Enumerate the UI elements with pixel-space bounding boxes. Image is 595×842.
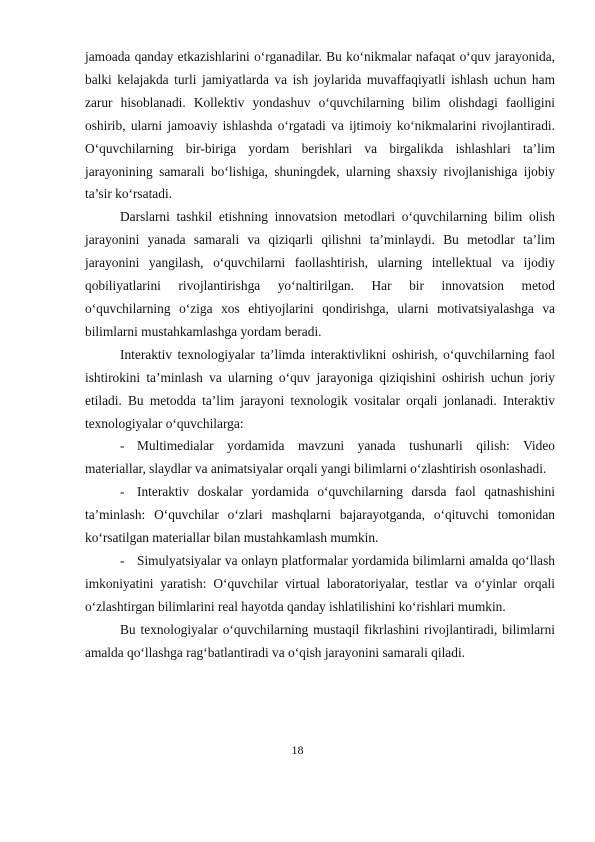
bullet-text: Interaktiv doskalar yordamida o‘quvchilarning darsda faol qatnashishini ta’minlash: O‘quvchilar o‘zlari mashqlarni bajarayotganda, o‘qituvchi tomonidan ko‘rsatilgan materiallar bilan mustahkamlash mumkin. bbox=[85, 484, 555, 546]
bullet-item-interactive-boards bbox=[85, 481, 555, 550]
page-number: 18 bbox=[291, 743, 304, 757]
bullet-text: Simulyatsiyalar va onlayn platformalar yordamida bilimlarni amalda qo‘llash imkoniyatini yaratish: O‘quvchilar virtual laboratoriyalar, testlar va o‘yinlar orqali o‘zlashtirgan bilimlarini real hayotda qanday ishlatilishini ko‘rishlari mumkin. bbox=[85, 552, 555, 614]
bullet-dash: - bbox=[120, 438, 125, 454]
paragraph-innovative-methods: Darslarni tashkil etishning innovatsion metodlari o‘quvchilarning bilim olish jarayonini yanada samarali va qiziqarli qilishni ta’minlaydi. Bu metodlar ta’lim jarayonini yangilash, o‘quvchilarni faollashtirish, ularning intellektual va ijodiy qobiliyatlarini rivojlantirishga yo‘naltirilgan. Har bir innovatsion metod o‘quvchilarning o‘ziga xos ehtiyojlarini qondirishga, ularni motivatsiyalashga va bilimlarni mustahkamlashga yordam beradi. bbox=[85, 209, 555, 339]
paragraph-closing: Bu texnologiyalar o‘quvchilarning mustaqil fikrlashini rivojlantiradi, bilimlarni amalda qo‘llashga rag‘batlantiradi va o‘qish jarayonini samarali qiladi. bbox=[85, 621, 555, 660]
bullet-text: Multimedialar yordamida mavzuni yanada tushunarli qilish: Video materiallar, slaydlar va animatsiyalar orqali yangi bilimlarni o‘zlashtirish osonlashadi. bbox=[85, 438, 555, 477]
paragraph-interactive-technologies: Interaktiv texnologiyalar ta’limda interaktivlikni oshirish, o‘quvchilarning faol ishtirokini ta’minlash va ularning o‘quv jarayoniga qiziqishini oshirish uchun joriy etiladi. Bu metodda ta’lim jarayoni texnologik vositalar orqali jonlanadi. Interaktiv texnologiyalar o‘quvchilarga: bbox=[85, 346, 555, 431]
bullet-dash: - bbox=[120, 484, 125, 500]
bullet-item-simulations bbox=[85, 550, 555, 619]
bullet-dash: - bbox=[120, 552, 125, 568]
bullet-item-multimedia bbox=[85, 435, 555, 481]
paragraph-continuation: jamoada qanday etkazishlarini o‘rganadilar. Bu ko‘nikmalar nafaqat o‘quv jarayonida, balki kelajakda turli jamiyatlarda va ish joylarida muvaffaqiyatli ishlash uchun ham zarur hisoblanadi. Kollektiv yondashuv o‘quvchilarning bilim olishdagi faolligini oshirib, ularni jamoaviy ishlashda o‘rgatadi va ijtimoiy ko‘nikmalarini rivojlantiradi. O‘quvchilarning bir-biriga yordam berishlari va birgalikda ishlashlari ta’lim jarayonining samarali bo‘lishiga, shuningdek, ularning shaxsiy rivojlanishiga ijobiy ta’sir ko‘rsatadi. bbox=[85, 49, 555, 202]
document-body bbox=[85, 46, 555, 664]
